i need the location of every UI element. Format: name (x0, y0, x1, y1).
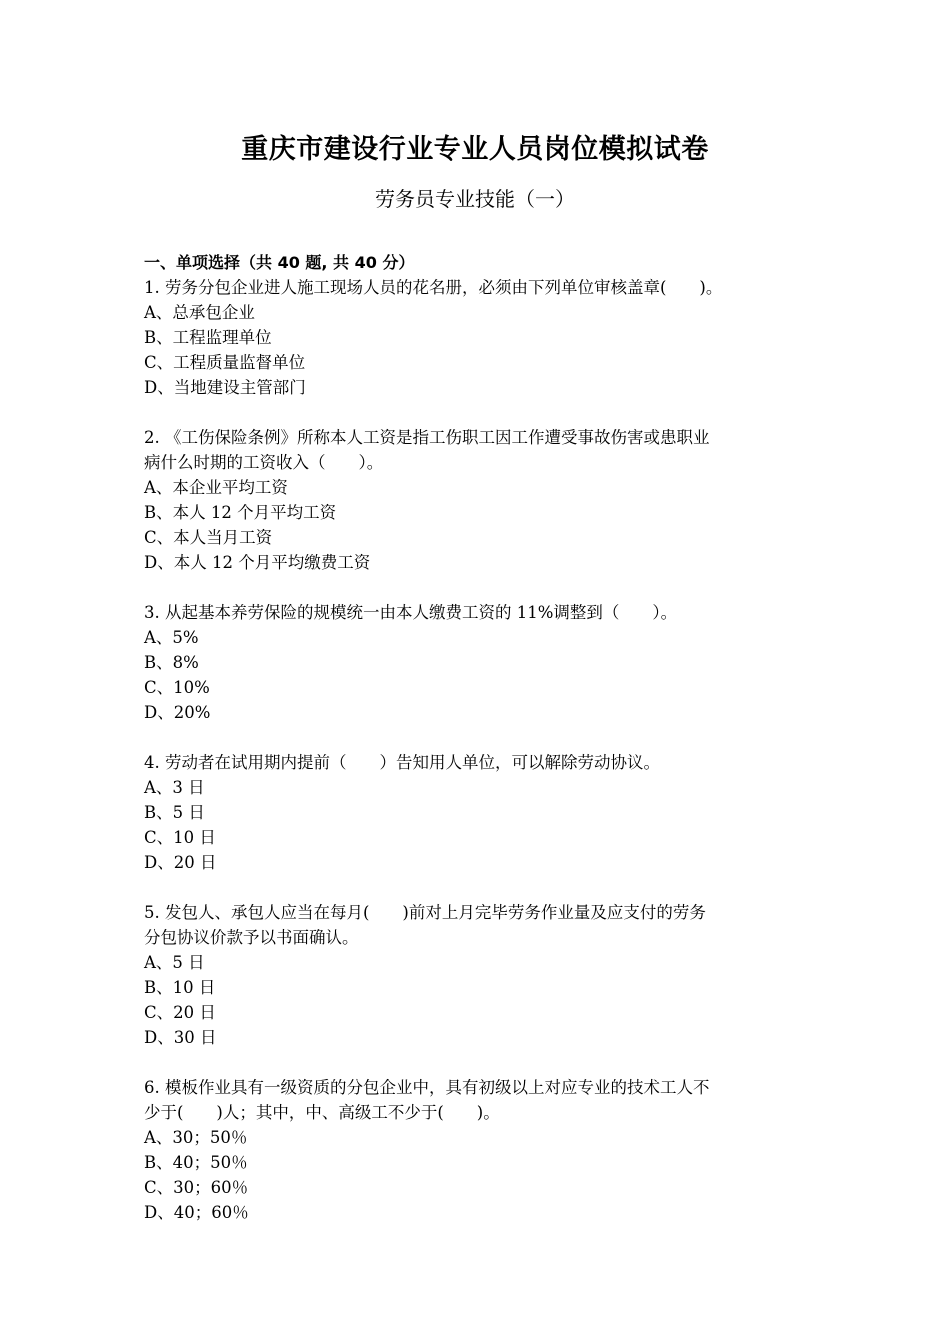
exam-content (144, 250, 834, 1225)
section-heading: 一、单项选择（共 40 题, 共 40 分） (144, 253, 415, 272)
option-c: C、工程质量监督单位 (144, 353, 306, 372)
question-6 (144, 1075, 834, 1225)
page-title: 重庆市建设行业专业人员岗位模拟试卷 (241, 134, 709, 165)
option-d: D、本人 12 个月平均缴费工资 (144, 553, 371, 572)
option-a: A、总承包企业 (144, 303, 255, 322)
question-1 (144, 275, 834, 400)
option-d: D、40；60％ (144, 1203, 249, 1222)
option-d: D、当地建设主管部门 (144, 378, 306, 397)
question-text: 1. 劳务分包企业进人施工现场人员的花名册，必须由下列单位审核盖章( )。 (144, 278, 723, 297)
option-b: B、本人 12 个月平均工资 (144, 503, 337, 522)
option-a: A、30；50％ (144, 1128, 248, 1147)
question-text: 5. 发包人、承包人应当在每月( )前对上月完毕劳务作业量及应支付的劳务 (144, 903, 706, 922)
question-2 (144, 425, 834, 575)
option-d: D、30 日 (144, 1028, 217, 1047)
question-text: 6. 模板作业具有一级资质的分包企业中，具有初级以上对应专业的技术工人不 (144, 1078, 710, 1097)
question-text-continued: 病什么时期的工资收入（ ）。 (144, 453, 384, 472)
option-d: D、20% (144, 703, 211, 722)
option-b: B、5 日 (144, 803, 205, 822)
option-c: C、10 日 (144, 828, 216, 847)
option-c: C、20 日 (144, 1003, 216, 1022)
question-4 (144, 750, 834, 875)
question-text: 3. 从起基本养劳保险的规模统一由本人缴费工资的 11%调整到（ ）。 (144, 603, 678, 622)
option-b: B、10 日 (144, 978, 216, 997)
question-5 (144, 900, 834, 1050)
option-d: D、20 日 (144, 853, 217, 872)
question-text-continued: 少于( )人；其中，中、高级工不少于( )。 (144, 1103, 500, 1122)
question-text-continued: 分包协议价款予以书面确认。 (144, 928, 359, 947)
option-b: B、8% (144, 653, 199, 672)
option-b: B、40；50％ (144, 1153, 248, 1172)
option-c: C、30；60％ (144, 1178, 249, 1197)
option-c: C、本人当月工资 (144, 528, 273, 547)
option-a: A、5 日 (144, 953, 205, 972)
question-text: 4. 劳动者在试用期内提前（ ）告知用人单位，可以解除劳动协议。 (144, 753, 660, 772)
question-text: 2. 《工伤保险条例》所称本人工资是指工伤职工因工作遭受事故伤害或患职业 (144, 428, 710, 447)
page-subtitle: 劳务员专业技能（一） (375, 187, 575, 211)
option-b: B、工程监理单位 (144, 328, 272, 347)
option-a: A、3 日 (144, 778, 205, 797)
option-a: A、5% (144, 628, 199, 647)
question-3 (144, 600, 834, 725)
option-c: C、10% (144, 678, 210, 697)
option-a: A、本企业平均工资 (144, 478, 288, 497)
